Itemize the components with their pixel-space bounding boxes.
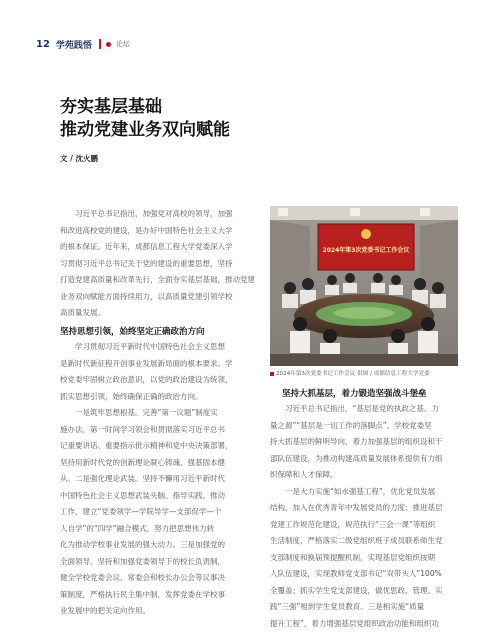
text-line: 业发展中的把关定向作用。 bbox=[60, 606, 150, 615]
text-line: 全覆盖；抓实学生党支部建设，做优思政、管理、实 bbox=[270, 585, 443, 595]
intro-paragraph bbox=[60, 206, 260, 322]
text-line: 坚持用新时代党的创新理论凝心铸魂、强基固本健 bbox=[60, 457, 225, 467]
header-divider bbox=[99, 39, 101, 49]
text-line: 支部制度和换届预提醒机制，实现基层党组织按期 bbox=[270, 552, 435, 562]
article-title-line2: 推动党建业务双向赋能 bbox=[60, 120, 230, 140]
text-line: 人队伍建设，实现教师党支部书记“双带头人”100% bbox=[270, 569, 442, 578]
text-line: 工作，建立“党委领学—学院导学—支部促学—个 bbox=[60, 507, 222, 516]
text-line: 践“三强”相到学生党员教育。三是相实施“质量 bbox=[270, 602, 425, 611]
text-line: 习近平总书记指出，加强党对高校的领导，加强 bbox=[75, 209, 233, 218]
text-line: 的根本保证。近年来，成都信息工程大学党委深入学 bbox=[60, 242, 233, 251]
text-line: 策制度，严格执行民主集中制，发挥党委在学校事 bbox=[60, 589, 225, 599]
text-line: 记重要讲话、重要指示批示精神和党中央决策部署， bbox=[60, 441, 233, 450]
caption-text: 2024年第3次党委书记工作会议 供图 / 成都信息工程大学党委 bbox=[276, 371, 430, 377]
text-line: 提升工程”，着力增强基层党组织政治功能和组织功 bbox=[270, 618, 439, 628]
text-line: 全面领导。坚持和加强党委领导下的校长负责制， bbox=[60, 556, 225, 566]
header-bullet-icon bbox=[106, 42, 111, 47]
section1-body bbox=[60, 339, 260, 620]
magazine-name: 学苑践悟 bbox=[55, 40, 92, 51]
section2-body bbox=[270, 401, 460, 632]
text-line: 一是大力实施“如水强基工程”，优化党员发展 bbox=[285, 486, 436, 496]
section2-heading: 坚持大抓基层，着力锻造坚强战斗堡垒 bbox=[282, 389, 427, 399]
text-line: 抓实思想引领，始终确保正确的政治方向。 bbox=[60, 391, 203, 401]
text-line: 施办法，第一时间学习领会和贯彻落实习近平总书 bbox=[60, 424, 225, 434]
text-line: 中国特色社会主义思想武装头脑、指导实践、推动 bbox=[60, 490, 225, 500]
text-line: 一是筑牢思想根基。完善“第一议题”制度实 bbox=[75, 408, 218, 417]
meeting-photo bbox=[270, 206, 458, 366]
text-line: 人自学”的“四学”融合模式，努力把思想伟力转 bbox=[60, 523, 215, 533]
text-line: 打造党建高质量和改革先行，全面夯实基层基础，推动党建 bbox=[60, 275, 255, 284]
text-line: 生活制度，严格落实二级党组织班子成员联系师生党 bbox=[270, 536, 443, 545]
caption-marker-icon bbox=[270, 372, 274, 376]
text-line: 党建工作规范化建设，规范执行“三会一课”等组织 bbox=[270, 519, 436, 529]
text-line: 化为推动学校事业发展的强大动力。三是加强党的 bbox=[60, 540, 225, 549]
text-line: 习近平总书记指出，“基层是党的执政之基、力 bbox=[285, 404, 439, 413]
text-line: 量之源”“基层是一切工作的落脚点”。学校党委坚 bbox=[270, 420, 432, 430]
page-header bbox=[36, 37, 130, 51]
text-line: 健全学校党委会议、常委会和校长办公会等议事决 bbox=[60, 573, 225, 582]
text-line: 校党委牢固树立政治意识，以党的政治建设为统领， bbox=[60, 375, 233, 384]
text-line: 从。二是强化理论武装。坚持不懈用习近平新时代 bbox=[60, 474, 225, 483]
article-author: 文 / 沈火鹏 bbox=[60, 154, 98, 163]
text-line: 持大抓基层的鲜明导向，着力加强基层的组织设和干 bbox=[270, 437, 443, 446]
photo-caption bbox=[270, 369, 460, 377]
text-line: 习贯彻习近平总书记关于党的建设的重要思想，坚持 bbox=[60, 258, 233, 268]
section-name: 论坛 bbox=[115, 40, 130, 48]
text-line: 业务双向赋能方面持续用力，以高质量党建引领学校 bbox=[60, 291, 233, 301]
text-line: 是新时代新征程开创事业发展新局面的根本要求。学 bbox=[60, 358, 233, 368]
page-number: 12 bbox=[36, 38, 50, 50]
text-line: 学习贯彻习近平新时代中国特色社会主义思想 bbox=[75, 342, 225, 351]
section1-heading: 坚持思想引领，始终坚定正确政治方向 bbox=[60, 327, 205, 337]
text-line: 织保障和人才保障。 bbox=[270, 470, 338, 479]
photo-banner-text: 2024年第3次党委书记工作会议 bbox=[322, 247, 410, 254]
text-line: 和改进高校党的建设，是办好中国特色社会主义大学 bbox=[60, 225, 233, 235]
text-line: 结构，加入在优秀青年中发展党员的力度；推进基层 bbox=[270, 503, 443, 512]
article-title-line1: 夯实基层基础 bbox=[60, 97, 162, 117]
text-line: 高质量发展。 bbox=[60, 308, 105, 317]
text-line: 部队伍建设，为推动构建高质量发展体系提供有力组 bbox=[270, 453, 443, 463]
